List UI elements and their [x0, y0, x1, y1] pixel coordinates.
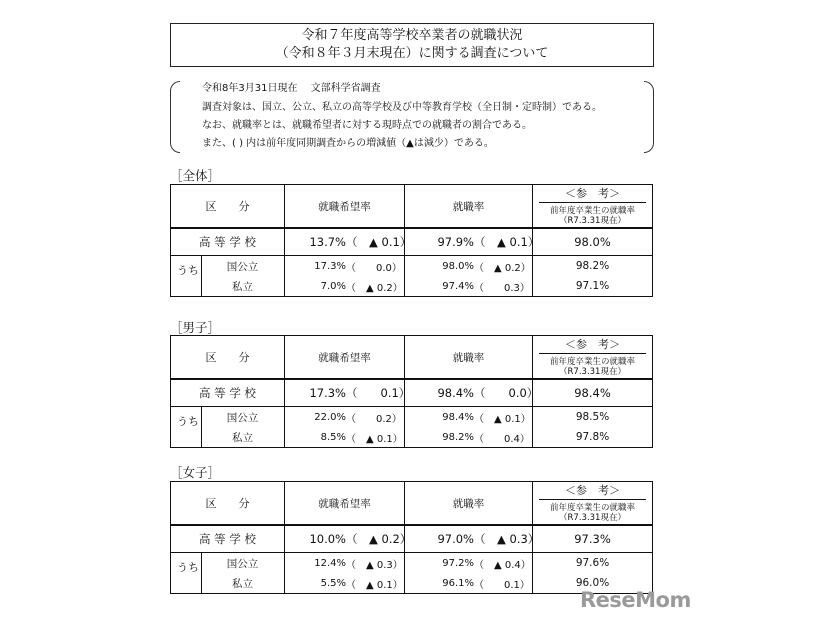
hope-rate-diff: （ 0.0） — [346, 262, 402, 274]
header-employment-rate: 就職率 — [405, 482, 533, 526]
reference-rate: 98.5% — [533, 407, 653, 428]
row-name: 国公立 — [226, 261, 259, 273]
reference-rate: 98.0% — [533, 228, 653, 256]
hope-rate-diff: （ 0.1） — [346, 386, 411, 400]
uchi-label: うち — [177, 415, 199, 428]
employment-rate-cell — [405, 525, 540, 553]
row-name-cell — [171, 276, 285, 297]
row-name-cell — [171, 407, 285, 428]
note-line-3: なお、就職率とは、就職希望者に対する現時点での就職者の割合である。 — [202, 120, 532, 131]
employment-rate-diff: （ ▲ 0.1） — [474, 413, 531, 425]
table-row — [171, 256, 653, 277]
row-name: 高 等 学 校 — [171, 525, 285, 553]
hope-rate-diff: （ ▲ 0.1） — [346, 235, 412, 249]
employment-rate-value: 96.1% — [442, 577, 474, 589]
header-reference — [533, 185, 653, 229]
note-line-1: 令和8年3月31日現在 文部科学省調査 — [202, 83, 381, 94]
reference-sub-1: 前年度卒業生の就職率 — [549, 503, 635, 513]
row-name-cell — [171, 427, 285, 448]
hope-rate-value: 22.0% — [314, 411, 346, 423]
reference-rate: 97.6% — [533, 553, 653, 574]
header-division: 区 分 — [171, 185, 285, 229]
employment-rate-cell — [405, 573, 533, 594]
table-row — [171, 525, 653, 553]
employment-rate-cell — [405, 379, 539, 407]
row-name-cell — [171, 256, 285, 277]
row-name: 私立 — [232, 281, 253, 293]
reference-rate: 97.8% — [533, 427, 653, 448]
table-row — [171, 553, 653, 574]
note-line-4: また、( ) 内は前年度同期調査からの増減値（▲は減少）である。 — [202, 138, 494, 149]
hope-rate-diff: （ 0.2） — [346, 413, 402, 425]
row-name: 高 等 学 校 — [171, 228, 285, 256]
hope-rate-diff: （ ▲ 0.2） — [346, 532, 412, 546]
hope-rate-value: 13.7% — [309, 235, 346, 249]
hope-rate-diff: （ ▲ 0.3） — [346, 559, 403, 571]
hope-rate-cell — [285, 379, 411, 407]
reference-rate: 98.4% — [533, 379, 653, 407]
employment-rate-diff: （ 0.3） — [474, 282, 530, 294]
row-name: 私立 — [232, 578, 253, 590]
header-employment-rate: 就職率 — [405, 185, 533, 229]
table-row — [171, 379, 653, 407]
employment-rate-value: 97.2% — [442, 557, 474, 569]
header-reference — [533, 336, 653, 380]
employment-rate-cell — [405, 553, 533, 574]
reference-rate: 98.2% — [533, 256, 653, 277]
header-division: 区 分 — [171, 482, 285, 526]
hope-rate-cell — [285, 573, 405, 594]
hope-rate-value: 7.0% — [320, 280, 346, 292]
reference-sub-2: （R7.3.31現在） — [559, 513, 626, 523]
employment-rate-diff: （ 0.0） — [474, 386, 539, 400]
employment-rate-value: 98.0% — [442, 260, 474, 272]
row-name-cell — [171, 573, 285, 594]
employment-rate-diff: （ ▲ 0.4） — [474, 559, 531, 571]
employment-rate-value: 98.2% — [442, 431, 474, 443]
hope-rate-value: 10.0% — [309, 532, 346, 546]
header-division: 区 分 — [171, 336, 285, 380]
header-reference — [533, 482, 653, 526]
reference-sub-2: （R7.3.31現在） — [559, 367, 626, 377]
note-line-2: 調査対象は、国立、公立、私立の高等学校及び中等教育学校（全日制・定時制）である。 — [202, 102, 602, 113]
row-name: 国公立 — [226, 558, 259, 570]
employment-rate-cell — [405, 228, 540, 256]
employment-rate-cell — [405, 256, 533, 277]
employment-table — [170, 335, 653, 448]
survey-notes — [170, 81, 654, 157]
employment-rate-value: 97.4% — [442, 280, 474, 292]
hope-rate-value: 17.3% — [314, 260, 346, 272]
row-name-cell — [171, 553, 285, 574]
hope-rate-diff: （ ▲ 0.1） — [346, 579, 403, 591]
employment-rate-diff: （ ▲ 0.3） — [474, 532, 540, 546]
hope-rate-cell — [285, 427, 405, 448]
row-name: 高 等 学 校 — [171, 379, 285, 407]
hope-rate-cell — [285, 256, 405, 277]
hope-rate-value: 5.5% — [320, 577, 346, 589]
employment-rate-value: 97.0% — [437, 532, 474, 546]
table-row — [171, 228, 653, 256]
row-name: 国公立 — [226, 412, 259, 424]
right-bracket — [644, 81, 654, 153]
reference-title: ＜参 考＞ — [539, 483, 646, 500]
title-line-1: 令和７年度高等学校卒業者の就職状況 — [301, 28, 523, 43]
hope-rate-diff: （ ▲ 0.1） — [346, 433, 403, 445]
hope-rate-value: 12.4% — [314, 557, 346, 569]
section-label: ［全体］ — [170, 168, 221, 183]
table-row — [171, 427, 653, 448]
hope-rate-value: 17.3% — [309, 386, 346, 400]
hope-rate-cell — [285, 407, 405, 428]
employment-rate-diff: （ 0.4） — [474, 433, 530, 445]
reference-rate: 97.3% — [533, 525, 653, 553]
employment-rate-cell — [405, 427, 533, 448]
employment-rate-cell — [405, 407, 533, 428]
reference-title: ＜参 考＞ — [539, 186, 646, 203]
reference-rate: 97.1% — [533, 276, 653, 297]
title-line-2: （令和８年３月末現在）に関する調査について — [275, 46, 549, 61]
document-title-box — [170, 23, 654, 67]
section-label: ［男子］ — [170, 320, 221, 335]
employment-rate-value: 98.4% — [442, 411, 474, 423]
employment-rate-value: 97.9% — [437, 235, 474, 249]
row-name: 私立 — [232, 432, 253, 444]
header-hope-rate: 就職希望率 — [285, 336, 405, 380]
hope-rate-cell — [285, 276, 405, 297]
hope-rate-value: 8.5% — [320, 431, 346, 443]
employment-rate-diff: （ ▲ 0.2） — [474, 262, 531, 274]
table-row — [171, 276, 653, 297]
hope-rate-diff: （ ▲ 0.2） — [346, 282, 403, 294]
header-hope-rate: 就職希望率 — [285, 482, 405, 526]
reference-sub-2: （R7.3.31現在） — [559, 216, 626, 226]
employment-rate-value: 98.4% — [437, 386, 474, 400]
employment-table — [170, 481, 653, 594]
reference-rate: 96.0% — [533, 573, 653, 594]
section-label: ［女子］ — [170, 465, 221, 480]
uchi-label: うち — [177, 561, 199, 574]
uchi-label: うち — [177, 264, 199, 277]
reference-title: ＜参 考＞ — [539, 337, 646, 354]
watermark-logo: ReseMom — [580, 588, 691, 612]
employment-table — [170, 184, 653, 297]
header-employment-rate: 就職率 — [405, 336, 533, 380]
reference-sub-1: 前年度卒業生の就職率 — [549, 357, 635, 367]
left-bracket — [170, 81, 180, 153]
hope-rate-cell — [285, 228, 412, 256]
employment-rate-diff: （ ▲ 0.1） — [474, 235, 540, 249]
header-hope-rate: 就職希望率 — [285, 185, 405, 229]
hope-rate-cell — [285, 553, 405, 574]
employment-rate-diff: （ 0.1） — [474, 579, 530, 591]
employment-rate-cell — [405, 276, 533, 297]
table-row — [171, 407, 653, 428]
hope-rate-cell — [285, 525, 412, 553]
reference-sub-1: 前年度卒業生の就職率 — [549, 206, 635, 216]
